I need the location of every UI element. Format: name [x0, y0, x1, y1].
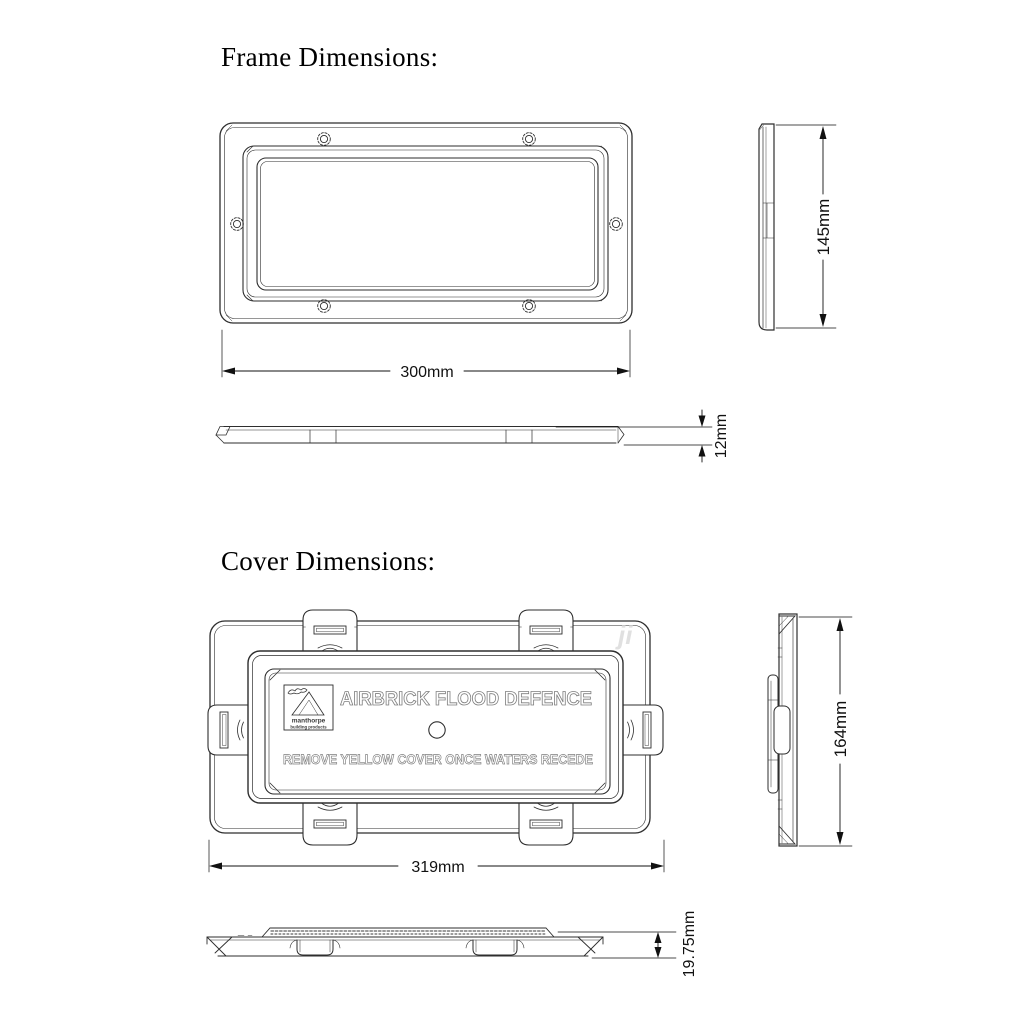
cover-section-title: Cover Dimensions:: [221, 546, 436, 576]
screw-hole: [231, 218, 244, 231]
dimension-arrow: [837, 832, 844, 845]
frame-thickness-label: 12mm: [713, 413, 730, 459]
frame-side-view: [759, 124, 836, 330]
cover-bottom-tab: [519, 803, 573, 845]
cover-thickness-dimension: [558, 911, 698, 978]
frame-width-label: 300mm: [400, 364, 454, 381]
cover-logo: [284, 685, 333, 730]
cover-embossed-warning: REMOVE YELLOW COVER ONCE WATERS RECEDE: [283, 752, 593, 767]
frame-thickness-dimension: [556, 410, 730, 462]
dimension-arrow: [837, 618, 844, 631]
frame-height-dimension: [776, 125, 836, 328]
cover-thickness-label: 19.75mm: [681, 910, 698, 978]
screw-hole: [523, 133, 536, 146]
frame-inner-ring: [243, 146, 608, 301]
cover-top-tab: [303, 610, 357, 651]
cover-bottom-tab: [303, 803, 357, 845]
frame-front-view: [220, 123, 632, 381]
watermark-text: ji: [618, 620, 633, 650]
cover-height-label: 164mm: [831, 700, 850, 758]
dimension-arrow: [655, 947, 662, 958]
dimension-arrow: [617, 368, 630, 375]
frame-width-dimension: [222, 330, 630, 381]
frame-section-title: Frame Dimensions:: [221, 42, 439, 72]
frame-height-label: 145mm: [814, 198, 833, 256]
dimension-arrow: [699, 445, 706, 457]
cover-left-tab: [208, 705, 248, 755]
dimension-arrow: [222, 368, 235, 375]
dimension-arrow: [820, 314, 827, 327]
dimension-arrow: [820, 126, 827, 139]
screw-hole: [523, 300, 536, 313]
cover-side-view: [768, 614, 852, 846]
dimension-arrow: [655, 932, 662, 943]
cover-profile-view: [207, 911, 698, 978]
dimension-arrow: [209, 863, 222, 870]
dimension-arrow: [699, 416, 706, 428]
cover-clip: [290, 940, 340, 955]
cover-height-dimension: [799, 617, 852, 846]
dimension-arrow: [651, 863, 664, 870]
cover-right-tab: [623, 705, 663, 755]
cover-embossed-title: AIRBRICK FLOOD DEFENCE: [340, 688, 592, 710]
screw-holes: [231, 133, 623, 313]
cover-width-dimension: [209, 840, 664, 876]
frame-opening: [257, 158, 598, 290]
logo-brand-text: manthorpe: [291, 717, 326, 725]
screw-hole: [318, 300, 331, 313]
cover-width-label: 319mm: [411, 859, 465, 876]
frame-outer-edge: [220, 123, 632, 323]
logo-tagline-text: building products: [290, 724, 327, 730]
cover-top-tab: [519, 610, 573, 651]
cover-front-view: [208, 610, 664, 876]
screw-hole: [610, 218, 623, 231]
screw-hole: [318, 133, 331, 146]
frame-profile-view: [216, 410, 730, 462]
cover-clip: [466, 940, 524, 955]
